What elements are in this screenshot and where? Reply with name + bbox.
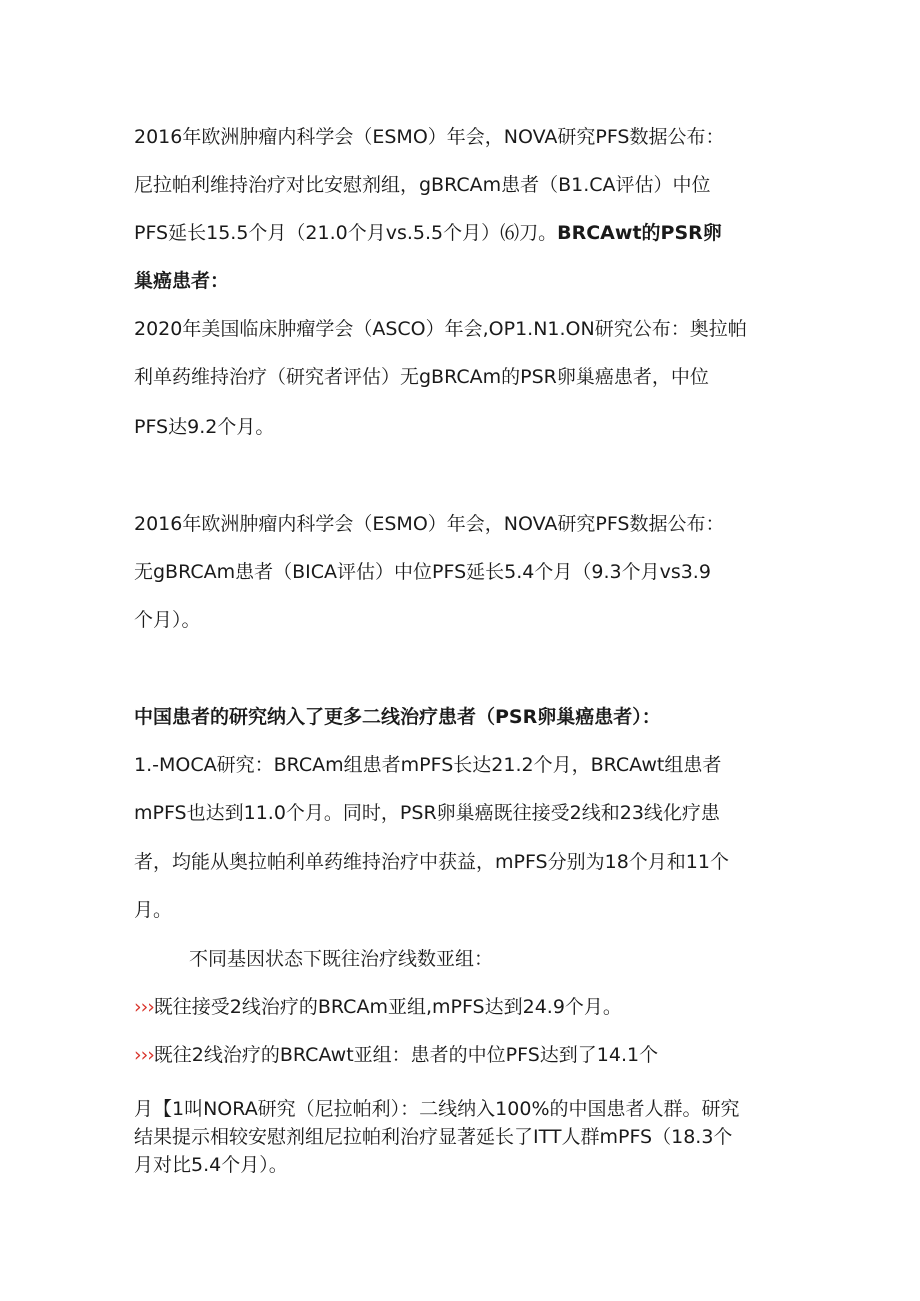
moca-line-2: mPFS也达到11.0个月。同时，PSR卵巢癌既往接受2线和23线化疗患 (134, 802, 720, 824)
arrow-bullet-icon: ››› (134, 996, 154, 1018)
nova-non-gbrca-line-1: 2016年欧洲肿瘤内科学会（ESMO）年会，NOVA研究PFS数据公布： (134, 513, 725, 535)
nova-non-gbrca-line-2: 无gBRCAm患者（BICA评估）中位PFS延长5.4个月（9.3个月vs3.9 (134, 561, 711, 583)
nora-line-3: 月对比5.4个月）。 (134, 1154, 288, 1176)
arrow-bullet-icon: ››› (134, 1044, 154, 1066)
nova-non-gbrca-line-3: 个月）。 (134, 609, 201, 631)
nora-line-1: 月【1叫NORA研究（尼拉帕利）：二线纳入100%的中国患者人群。研究 (134, 1098, 740, 1120)
nova-gbrca-line-2: 尼拉帕利维持治疗对比安慰剂组，gBRCAm患者（B1.CA评估）中位 (134, 174, 711, 196)
nova-gbrca-line-1: 2016年欧洲肿瘤内科学会（ESMO）年会，NOVA研究PFS数据公布： (134, 126, 725, 148)
nova-gbrca-line-3 (134, 220, 804, 246)
moca-line-3: 者，均能从奥拉帕利单药维持治疗中获益，mPFS分别为18个月和11个 (134, 851, 729, 873)
bullet-brcawt-text: 既往2线治疗的BRCAwt亚组：患者的中位PFS达到了14.1个 (153, 1044, 659, 1066)
bullet-brcawt (134, 1042, 804, 1068)
bullet-brcam (134, 994, 804, 1020)
nova-gbrca-line-3-text: PFS延长15.5个月（21.0个月vs.5.5个月）⑹刀。 (134, 222, 558, 244)
asco-line-3: PFS达9.2个月。 (134, 416, 275, 438)
bullet-brcam-text: 既往接受2线治疗的BRCAm亚组,mPFS达到24.9个月。 (153, 996, 622, 1018)
asco-line-1: 2020年美国临床肿瘤学会（ASCO）年会,OP1.N1.ON研究公布：奥拉帕 (134, 318, 747, 340)
china-section-heading: 中国患者的研究纳入了更多二线治疗患者（PSR卵巢癌患者）： (134, 706, 661, 728)
moca-line-4: 月。 (134, 899, 173, 921)
asco-line-2: 利单药维持治疗（研究者评估）无gBRCAm的PSR卵巢癌患者，中位 (134, 366, 709, 388)
subgroup-subheading: 不同基因状态下既往治疗线数亚组： (189, 948, 494, 970)
moca-line-1: 1.-MOCA研究：BRCAm组患者mPFS长达21.2个月，BRCAwt组患者 (134, 754, 722, 776)
brcawt-heading-part-2: 巢癌患者： (134, 270, 230, 292)
brcawt-heading-part-1: BRCAwt的PSR卵 (557, 222, 722, 244)
nora-line-2: 结果提示相较安慰剂组尼拉帕利治疗显著延长了ITT人群mPFS（18.3个 (134, 1126, 733, 1148)
